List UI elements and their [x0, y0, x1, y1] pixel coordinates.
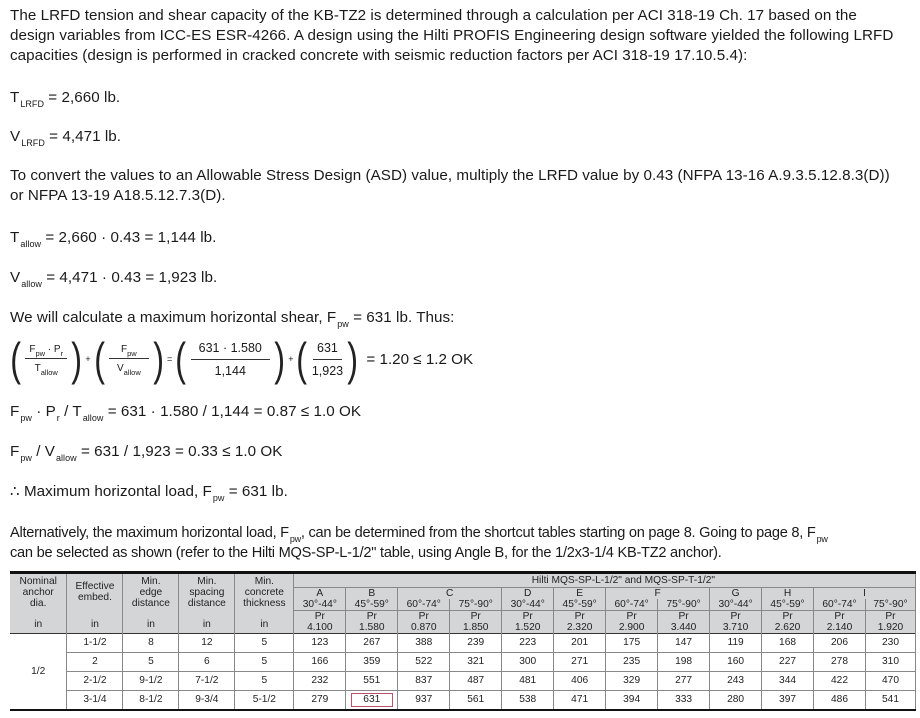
cell-value: 230	[865, 634, 915, 653]
cell-value: 561	[450, 691, 502, 711]
pr-cell: Pr 1.920	[865, 611, 915, 634]
cell-value: 206	[814, 634, 866, 653]
pr-cell: Pr 2.140	[814, 611, 866, 634]
cell-value: 329	[606, 672, 658, 691]
pr-cell: Pr 0.870	[398, 611, 450, 634]
cell-value: 394	[606, 691, 658, 711]
cell-value: 937	[398, 691, 450, 711]
cell-value: 388	[398, 634, 450, 653]
angle-F: F	[606, 588, 710, 600]
angle-range: 45°-59°	[554, 599, 606, 611]
pr-cell: Pr 3.710	[710, 611, 762, 634]
cell-value: 160	[710, 653, 762, 672]
cell-value: 538	[502, 691, 554, 711]
cell-value: 198	[658, 653, 710, 672]
pr-cell: Pr 1.580	[346, 611, 398, 634]
angle-range: 60°-74°	[606, 599, 658, 611]
convert-line-2: or NFPA 13-19 A18.5.12.7.3(D).	[10, 187, 226, 204]
cell-value: 223	[502, 634, 554, 653]
right-paren: )	[274, 333, 285, 385]
header-min-concrete-thickness: Min. concrete thickness	[235, 573, 294, 611]
cell-value-highlighted	[346, 691, 398, 711]
cell-value: 278	[814, 653, 866, 672]
angle-I: I	[814, 588, 916, 600]
unit-spacing: in	[179, 611, 235, 634]
cell-value: 235	[606, 653, 658, 672]
angle-range: 60°-74°	[814, 599, 866, 611]
header-min-edge-distance: Min. edge distance	[123, 573, 179, 611]
fraction-fpw-over-vallow: $\frac{F_{pw}}{V_{allow}}$	[109, 344, 149, 374]
fraction-numeric-2: $\frac{631}{1,923}$	[311, 340, 344, 378]
angle-A: A	[294, 588, 346, 600]
cell-embed: 2-1/2	[67, 672, 123, 691]
cell-value: 280	[710, 691, 762, 711]
cell-value: 300	[502, 653, 554, 672]
cell-value: 277	[658, 672, 710, 691]
cell-value: 837	[398, 672, 450, 691]
cell-value: 166	[294, 653, 346, 672]
cell-value: 406	[554, 672, 606, 691]
cell-value: 119	[710, 634, 762, 653]
pr-cell: Pr 2.900	[606, 611, 658, 634]
cell-dia: 1/2	[10, 634, 67, 711]
t-lrfd-line: $T_{LRFD} = 2,660$ lb.	[10, 89, 121, 109]
angle-range: 45°-59°	[346, 599, 398, 611]
cell-value: 344	[762, 672, 814, 691]
cell-edge: 8-1/2	[123, 691, 179, 711]
angle-range: 60°-74°	[398, 599, 450, 611]
left-paren: (	[296, 333, 308, 385]
angle-range: 30°-44°	[294, 599, 346, 611]
pr-cell: Pr 2.620	[762, 611, 814, 634]
cell-spacing: 12	[179, 634, 235, 653]
cell-value: 481	[502, 672, 554, 691]
cell-value: 123	[294, 634, 346, 653]
left-paren: (	[10, 333, 22, 385]
cell-value: 232	[294, 672, 346, 691]
cell-embed: 2	[67, 653, 123, 672]
plus-sign: +	[85, 354, 91, 364]
fraction-fpw-pr-over-tallow: $\frac{F_{pw} \cdot P_r}{T_{allow}}$	[25, 344, 67, 374]
cell-value: 422	[814, 672, 866, 691]
anchor-capacity-table	[10, 571, 916, 711]
cell-value: 471	[554, 691, 606, 711]
angle-range: 30°-44°	[502, 599, 554, 611]
cell-value: 541	[865, 691, 915, 711]
interaction-equation	[8, 333, 474, 385]
conclusion-line: ∴ Maximum horizontal load, $F_{pw} = 631$ lb.	[10, 483, 288, 503]
table-body	[10, 634, 916, 711]
angle-range: 75°-90°	[658, 599, 710, 611]
cell-value: 271	[554, 653, 606, 672]
v-lrfd-line: $V_{LRFD} = 4,471$ lb.	[10, 128, 122, 148]
unit-embed: in	[67, 611, 123, 634]
cell-value: 470	[865, 672, 915, 691]
right-paren: )	[153, 333, 164, 385]
header-min-spacing-distance: Min. spacing distance	[179, 573, 235, 611]
table-row	[10, 672, 916, 691]
cell-spacing: 9-3/4	[179, 691, 235, 711]
cell-value: 333	[658, 691, 710, 711]
intro-line-1: The LRFD tension and shear capacity of the KB-TZ2 is determined through a calculation per ACI 318-19 Ch. 17 based on the	[10, 7, 857, 24]
equals-sign: =	[167, 354, 173, 364]
pr-cell: Pr 1.850	[450, 611, 502, 634]
cell-embed: 1-1/2	[67, 634, 123, 653]
cell-value: 243	[710, 672, 762, 691]
angle-D: D	[502, 588, 554, 600]
pr-cell: Pr 2.320	[554, 611, 606, 634]
tension-check-line: $F_{pw} \cdot P_r / T_{allow} = 631 \cdot 1.580 / 1,144 = 0.87 \le 1.0$ OK	[10, 403, 362, 423]
angle-E: E	[554, 588, 606, 600]
cell-value: 201	[554, 634, 606, 653]
v-allow-line: $V_{allow} = 4,471 \cdot 0.43 = 1,923$ lb.	[10, 269, 218, 289]
cell-thickness: 5-1/2	[235, 691, 294, 711]
angle-range: 75°-90°	[450, 599, 502, 611]
shear-intro-line: We will calculate a maximum horizontal shear, $F_{pw} = 631$ lb. Thus:	[10, 309, 455, 329]
cell-value: 359	[346, 653, 398, 672]
angle-range: 75°-90°	[865, 599, 915, 611]
header-nominal-anchor-dia: Nominal anchor dia.	[10, 573, 67, 611]
t-allow-line: $T_{allow} = 2,660 \cdot 0.43 = 1,144$ lb.	[10, 229, 217, 249]
unit-dia: in	[10, 611, 67, 634]
angle-B: B	[346, 588, 398, 600]
cell-spacing: 6	[179, 653, 235, 672]
alternative-line-2: can be selected as shown (refer to the Hilti MQS-SP-L-1/2" table, using Angle B, for the 1/2x3-1/4 KB-TZ2 anchor).	[10, 545, 722, 561]
cell-value: 321	[450, 653, 502, 672]
table-row	[10, 634, 916, 653]
cell-thickness: 5	[235, 653, 294, 672]
right-paren: )	[71, 333, 83, 385]
pr-cell: Pr 3.440	[658, 611, 710, 634]
unit-edge: in	[123, 611, 179, 634]
convert-line-1: To convert the values to an Allowable Stress Design (ASD) value, multiply the LRFD value by 0.43 (NFPA 13-16 A.9.3.5.12.8.3(D))	[10, 167, 890, 184]
highlight-box: 631	[351, 693, 393, 707]
cell-value: 239	[450, 634, 502, 653]
cell-value: 147	[658, 634, 710, 653]
equation-result: = 1.20 ≤ 1.2 OK	[366, 350, 474, 368]
angle-H: H	[762, 588, 814, 600]
cell-thickness: 5	[235, 672, 294, 691]
header-effective-embed: Effective embed.	[67, 573, 123, 611]
left-paren: (	[93, 333, 105, 385]
cell-value: 227	[762, 653, 814, 672]
alternative-line-1: Alternatively, the maximum horizontal load, $F_{pw}$, can be determined from the shortcut tables starting on page 8. Going to page 8, $F_{pw}$	[10, 525, 828, 544]
table-row	[10, 691, 916, 711]
fraction-numeric-1: $\frac{631 \cdot 1.580}{1,144}$	[191, 341, 270, 378]
table-row	[10, 653, 916, 672]
cell-edge: 8	[123, 634, 179, 653]
unit-thickness: in	[235, 611, 294, 634]
angle-C: C	[398, 588, 502, 600]
cell-value: 486	[814, 691, 866, 711]
intro-line-2: design variables from ICC-ES ESR-4266. A design using the Hilti PROFIS Engineering design software yielded the following LRFD	[10, 27, 894, 44]
shear-check-line: $F_{pw} / V_{allow} = 631 / 1,923 = 0.33 \le 1.0$ OK	[10, 443, 283, 463]
right-paren: )	[347, 333, 359, 385]
plus-sign: +	[288, 354, 294, 364]
angle-range: 45°-59°	[762, 599, 814, 611]
cell-value: 551	[346, 672, 398, 691]
cell-edge: 5	[123, 653, 179, 672]
cell-embed: 3-1/4	[67, 691, 123, 711]
cell-thickness: 5	[235, 634, 294, 653]
cell-value: 168	[762, 634, 814, 653]
cell-value: 310	[865, 653, 915, 672]
pr-cell: Pr 1.520	[502, 611, 554, 634]
cell-spacing: 7-1/2	[179, 672, 235, 691]
pr-cell: Pr 4.100	[294, 611, 346, 634]
cell-value: 175	[606, 634, 658, 653]
cell-edge: 9-1/2	[123, 672, 179, 691]
cell-value: 522	[398, 653, 450, 672]
cell-value: 487	[450, 672, 502, 691]
left-paren: (	[175, 333, 187, 385]
angle-range: 30°-44°	[710, 599, 762, 611]
cell-value: 267	[346, 634, 398, 653]
cell-value: 397	[762, 691, 814, 711]
header-brand: Hilti MQS-SP-L-1/2" and MQS-SP-T-1/2"	[294, 573, 916, 588]
cell-value: 279	[294, 691, 346, 711]
angle-G: G	[710, 588, 762, 600]
intro-line-3: capacities (design is performed in cracked concrete with seismic reduction factors per ACI 318-19 17.10.5.4):	[10, 47, 748, 64]
